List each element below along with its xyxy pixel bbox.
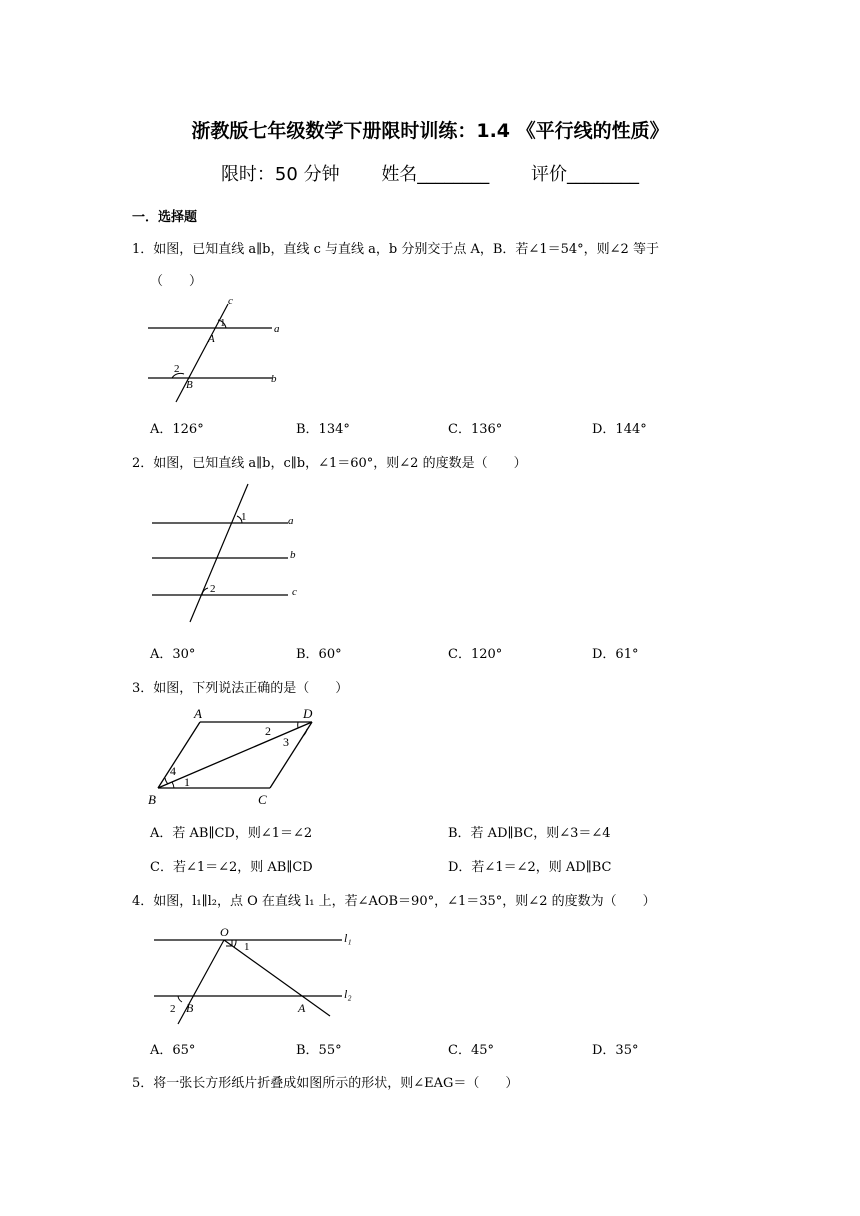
q2-option-d[interactable]: D．61° — [592, 647, 639, 662]
q3-label-C: C — [258, 792, 267, 807]
q1-label-2: 2 — [174, 363, 180, 375]
q4-label-l2: l₂ — [344, 987, 352, 1001]
question-4-figure — [140, 920, 370, 1030]
question-1-paren: （ ） — [150, 274, 203, 289]
q1-label-c: c — [228, 295, 233, 307]
q3-label-A: A — [194, 706, 202, 721]
q2-label-2: 2 — [210, 583, 216, 595]
q1-label-A: A — [208, 333, 215, 345]
q4-label-B: B — [186, 1001, 194, 1015]
question-1-figure — [140, 294, 300, 406]
q1-label-b: b — [271, 373, 277, 385]
q3-label-2: 2 — [265, 724, 271, 738]
question-2-text: 2．如图，已知直线 a∥b，c∥b，∠1＝60°，则∠2 的度数是（ ） — [132, 456, 527, 471]
q2-label-b: b — [290, 549, 296, 561]
q2-option-a[interactable]: A．30° — [150, 647, 196, 662]
q3-label-D: D — [303, 706, 313, 721]
q4-option-b[interactable]: B．55° — [296, 1043, 342, 1058]
q4-label-l1: l₁ — [344, 931, 352, 945]
evaluation-field: 评价________ — [531, 164, 640, 185]
q3-option-a[interactable]: A．若 AB∥CD，则∠1＝∠2 — [150, 826, 313, 841]
q3-label-4: 4 — [170, 764, 176, 778]
q1-option-c[interactable]: C．136° — [448, 422, 503, 437]
q2-option-b[interactable]: B．60° — [296, 647, 342, 662]
q1-option-d[interactable]: D．144° — [592, 422, 647, 437]
question-5-text: 5．将一张长方形纸片折叠成如图所示的形状，则∠EAG＝（ ） — [132, 1076, 519, 1091]
q2-option-c[interactable]: C．120° — [448, 647, 503, 662]
q3-option-c[interactable]: C．若∠1＝∠2，则 AB∥CD — [150, 860, 313, 875]
question-1-text: 1．如图，已知直线 a∥b，直线 c 与直线 a，b 分别交于点 A，B．若∠1＝54°，则∠2 等于 — [132, 242, 659, 257]
q1-label-1: 1 — [220, 317, 226, 329]
q3-option-d[interactable]: D．若∠1＝∠2，则 AD∥BC — [448, 860, 612, 875]
q2-label-c: c — [292, 586, 297, 598]
q1-label-B: B — [186, 379, 193, 391]
q2-label-1: 1 — [241, 511, 247, 523]
section-heading: 一．选择题 — [132, 210, 198, 225]
page-subtitle — [0, 160, 860, 186]
q3-label-B: B — [148, 792, 156, 807]
question-3-figure — [140, 702, 330, 808]
q4-option-a[interactable]: A．65° — [150, 1043, 196, 1058]
question-4-text: 4．如图，l₁∥l₂，点 O 在直线 l₁ 上，若∠AOB＝90°，∠1＝35°，则∠2 的度数为（ ） — [132, 894, 656, 909]
time-limit: 限时：50 分钟 — [220, 164, 340, 185]
q3-label-3: 3 — [283, 735, 289, 749]
q2-label-a: a — [288, 515, 294, 527]
q3-label-1: 1 — [184, 775, 190, 789]
q4-label-O: O — [220, 925, 229, 939]
q4-option-c[interactable]: C．45° — [448, 1043, 494, 1058]
q4-label-2: 2 — [170, 1003, 176, 1015]
page-title: 浙教版七年级数学下册限时训练：1.4 《平行线的性质》 — [191, 120, 669, 142]
q1-option-a[interactable]: A．126° — [150, 422, 204, 437]
q1-label-a: a — [274, 323, 280, 335]
q4-label-1: 1 — [244, 941, 250, 953]
question-3-text: 3．如图，下列说法正确的是（ ） — [132, 681, 349, 696]
name-field: 姓名________ — [381, 164, 490, 185]
q4-label-A: A — [298, 1001, 306, 1015]
q1-option-b[interactable]: B．134° — [296, 422, 350, 437]
q4-option-d[interactable]: D．35° — [592, 1043, 639, 1058]
question-2-figure — [140, 478, 310, 626]
q3-option-b[interactable]: B．若 AD∥BC，则∠3＝∠4 — [448, 826, 611, 841]
